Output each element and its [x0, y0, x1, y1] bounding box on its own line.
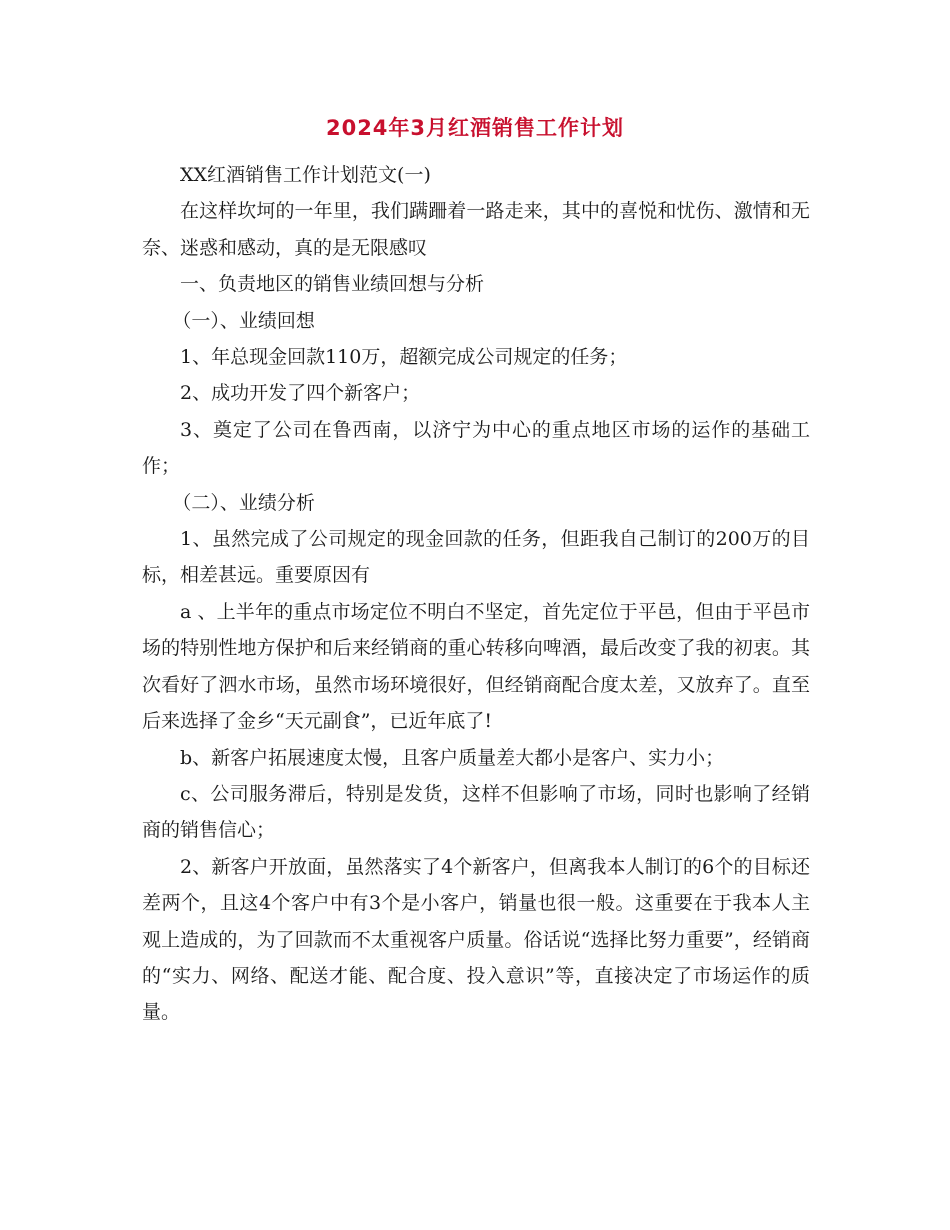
list-item: c、公司服务滞后，特别是发货，这样不但影响了市场，同时也影响了经销商的销售信心； [142, 782, 810, 842]
list-item: 3、奠定了公司在鲁西南，以济宁为中心的重点地区市场的运作的基础工作； [142, 418, 810, 478]
section-heading: 一、负责地区的销售业绩回想与分析 [180, 273, 485, 296]
list-item: 1、年总现金回款110万，超额完成公司规定的任务； [180, 346, 628, 369]
list-item: 2、新客户开放面，虽然落实了4个新客户，但离我本人制订的6个的目标还差两个，且这4个客户中有3个是小客户，销量也很一般。这重要在于我本人主观上造成的，为了回款而不太重视客户质量。俗话说“选择比努力重要”，经销商的“实力、网络、配送才能、配合度、投入意识”等，直接决定了市场运作的质量。 [142, 855, 810, 1024]
paragraph: XX红酒销售工作计划范文(一) [180, 164, 431, 186]
list-item: 1、虽然完成了公司规定的现金回款的任务，但距我自己制订的200万的目标，相差甚远。重要原因有 [142, 528, 810, 587]
paragraph: 在这样坎坷的一年里，我们蹒跚着一路走来，其中的喜悦和忧伤、激情和无奈、迷惑和感动，真的是无限感叹 [142, 200, 810, 259]
list-item: a 、上半年的重点市场定位不明白不坚定，首先定位于平邑，但由于平邑市场的特别性地方保护和后来经销商的重心转移向啤酒，最后改变了我的初衷。其次看好了泗水市场，虽然市场环境很好，但经销商配合度太差，又放弃了。直至后来选择了金乡“天元副食”，已近年底了! [142, 600, 810, 733]
subsection-heading: （二）、业绩分析 [172, 491, 315, 514]
list-item: b、新客户拓展速度太慢，且客户质量差大都小是客户、实力小； [180, 746, 725, 769]
document-title: 2024年3月红酒销售工作计划 [325, 116, 625, 140]
list-item: 2、成功开发了四个新客户； [180, 382, 421, 405]
document-body [142, 157, 810, 1031]
subsection-heading: （一）、业绩回想 [172, 309, 315, 332]
